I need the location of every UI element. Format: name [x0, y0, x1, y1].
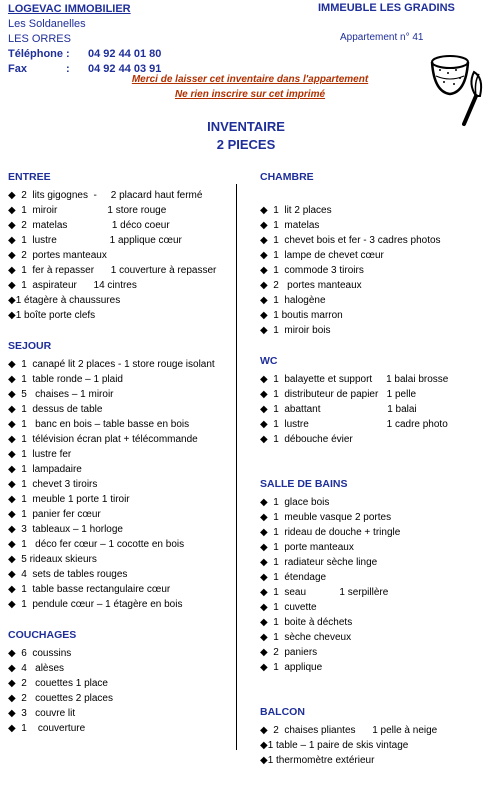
list-item: ◆ 1 dessus de table: [8, 404, 103, 415]
list-item: ◆ 1 meuble vasque 2 portes: [260, 512, 392, 523]
list-item: ◆ 1 pendule cœur – 1 étagère en bois: [8, 599, 183, 610]
list-item: ◆ 1 distributeur de papier 1 pelle: [260, 389, 417, 400]
list-item: ◆ 1 déco fer cœur – 1 cocotte en bois: [8, 539, 185, 550]
phone-separator: :: [66, 48, 70, 60]
list-item: ◆ 3 couvre lit: [8, 708, 76, 719]
address-line-1: Les Soldanelles: [8, 18, 86, 30]
agency-block: [8, 2, 161, 77]
building-name: IMMEUBLE LES GRADINS: [318, 2, 455, 14]
section-wc-items: [260, 372, 490, 447]
section-balcon-items: [260, 723, 490, 768]
section-salle-de-bains-items: [260, 495, 490, 675]
section-entree-title: ENTREE: [8, 171, 51, 183]
list-item: ◆ 1 étendage: [260, 572, 327, 583]
list-item: ◆1 étagère à chaussures: [8, 295, 121, 306]
list-item: ◆ 1 miroir bois: [260, 325, 331, 336]
list-item: ◆ 4 alèses: [8, 663, 65, 674]
document-subtitle: 2 PIECES: [216, 137, 276, 152]
list-item: ◆ 1 commode 3 tiroirs: [260, 265, 364, 276]
list-item: ◆ 5 rideaux skieurs: [8, 554, 97, 565]
phone-number: 04 92 44 01 80: [88, 48, 162, 60]
list-item: ◆ 1 panier fer cœur: [8, 509, 101, 520]
list-item: ◆ 1 halogène: [260, 295, 326, 306]
list-item: ◆ 1 télévision écran plat + télécommande: [8, 434, 198, 445]
list-item: ◆ 1 seau 1 serpillère: [260, 587, 389, 598]
list-item: ◆ 1 balayette et support 1 balai brosse: [260, 374, 449, 385]
list-item: ◆ 1 boite à déchets: [260, 617, 353, 628]
section-wc-title: WC: [260, 355, 278, 367]
list-item: ◆ 2 couettes 2 places: [8, 693, 113, 704]
list-item: ◆ 1 radiateur sèche linge: [260, 557, 378, 568]
phone-row: [8, 47, 161, 62]
list-item: ◆ 1 lit 2 places: [260, 205, 332, 216]
list-item: ◆ 1 lampe de chevet cœur: [260, 250, 384, 261]
notice-line-2: Ne rien inscrire sur cet imprimé: [174, 89, 326, 100]
section-sejour-items: [8, 357, 234, 612]
list-item: ◆1 thermomètre extérieur: [260, 755, 375, 766]
list-item: ◆ 1 porte manteaux: [260, 542, 354, 553]
list-item: ◆ 1 fer à repasser 1 couverture à repasser: [8, 265, 217, 276]
list-item: ◆ 1 applique: [260, 662, 323, 673]
list-item: ◆ 6 coussins: [8, 648, 72, 659]
right-column: [260, 170, 490, 768]
agency-name: LOGEVAC IMMOBILIER: [8, 3, 131, 15]
section-chambre-title: CHAMBRE: [260, 171, 314, 183]
list-item: ◆ 1 lustre 1 cadre photo: [260, 419, 448, 430]
list-item: ◆ 1 chevet bois et fer - 3 cadres photos: [260, 235, 441, 246]
fax-separator: :: [66, 63, 70, 75]
list-item: ◆ 1 lustre 1 applique cœur: [8, 235, 182, 246]
list-item: ◆ 1 abattant 1 balai: [260, 404, 417, 415]
fax-label: Fax: [8, 63, 27, 75]
list-item: ◆ 1 table basse rectangulaire cœur: [8, 584, 171, 595]
left-column: [8, 170, 234, 736]
list-item: [260, 188, 490, 203]
list-item: ◆ 1 canapé lit 2 places - 1 store rouge isolant: [8, 359, 215, 370]
list-item: ◆1 boîte porte clefs: [8, 310, 96, 321]
list-item: ◆ 1 aspirateur 14 cintres: [8, 280, 137, 291]
notice-line-1: Merci de laisser cet inventaire dans l'appartement: [131, 74, 369, 85]
column-divider: [236, 184, 237, 750]
section-couchages-items: [8, 646, 234, 736]
list-item: ◆ 4 sets de tables rouges: [8, 569, 128, 580]
document-title: INVENTAIRE: [207, 119, 285, 134]
list-item: ◆ 1 lampadaire: [8, 464, 82, 475]
list-item: ◆ 2 lits gigognes - 2 placard haut fermé: [8, 190, 203, 201]
list-item: ◆ 1 lustre fer: [8, 449, 72, 460]
list-item: ◆ 2 paniers: [260, 647, 318, 658]
list-item: ◆ 1 sèche cheveux: [260, 632, 352, 643]
list-item: ◆ 2 matelas 1 déco coeur: [8, 220, 170, 231]
list-item: ◆ 2 couettes 1 place: [8, 678, 108, 689]
list-item: ◆ 1 matelas: [260, 220, 320, 231]
list-item: ◆ 1 chevet 3 tiroirs: [8, 479, 98, 490]
list-item: ◆ 1 table ronde – 1 plaid: [8, 374, 123, 385]
section-couchages-title: COUCHAGES: [8, 629, 77, 641]
address-line-2: LES ORRES: [8, 33, 71, 45]
list-item: ◆1 table – 1 paire de skis vintage: [260, 740, 409, 751]
list-item: ◆ 3 tableaux – 1 horloge: [8, 524, 123, 535]
list-item: ◆ 2 portes manteaux: [8, 250, 107, 261]
list-item: ◆ 1 banc en bois – table basse en bois: [8, 419, 190, 430]
apartment-number: Appartement n° 41: [340, 32, 424, 43]
list-item: ◆ 1 débouche évier: [260, 434, 353, 445]
section-chambre-items: [260, 188, 490, 338]
section-salle-de-bains-title: SALLE DE BAINS: [260, 478, 348, 490]
list-item: ◆ 1 boutis marron: [260, 310, 343, 321]
list-item: ◆ 1 rideau de douche + tringle: [260, 527, 401, 538]
list-item: ◆ 1 glace bois: [260, 497, 330, 508]
list-item: ◆ 5 chaises – 1 miroir: [8, 389, 114, 400]
list-item: ◆ 1 miroir 1 store rouge: [8, 205, 167, 216]
section-sejour-title: SEJOUR: [8, 340, 52, 352]
list-item: ◆ 1 meuble 1 porte 1 tiroir: [8, 494, 130, 505]
section-entree-items: [8, 188, 234, 323]
list-item: ◆ 1 cuvette: [260, 602, 317, 613]
phone-label: Téléphone: [8, 48, 64, 60]
list-item: ◆ 2 portes manteaux: [260, 280, 362, 291]
list-item: ◆ 1 couverture: [8, 723, 86, 734]
section-balcon-title: BALCON: [260, 706, 305, 718]
list-item: ◆ 2 chaises pliantes 1 pelle à neige: [260, 725, 438, 736]
fax-number: 04 92 44 03 91: [88, 63, 162, 75]
